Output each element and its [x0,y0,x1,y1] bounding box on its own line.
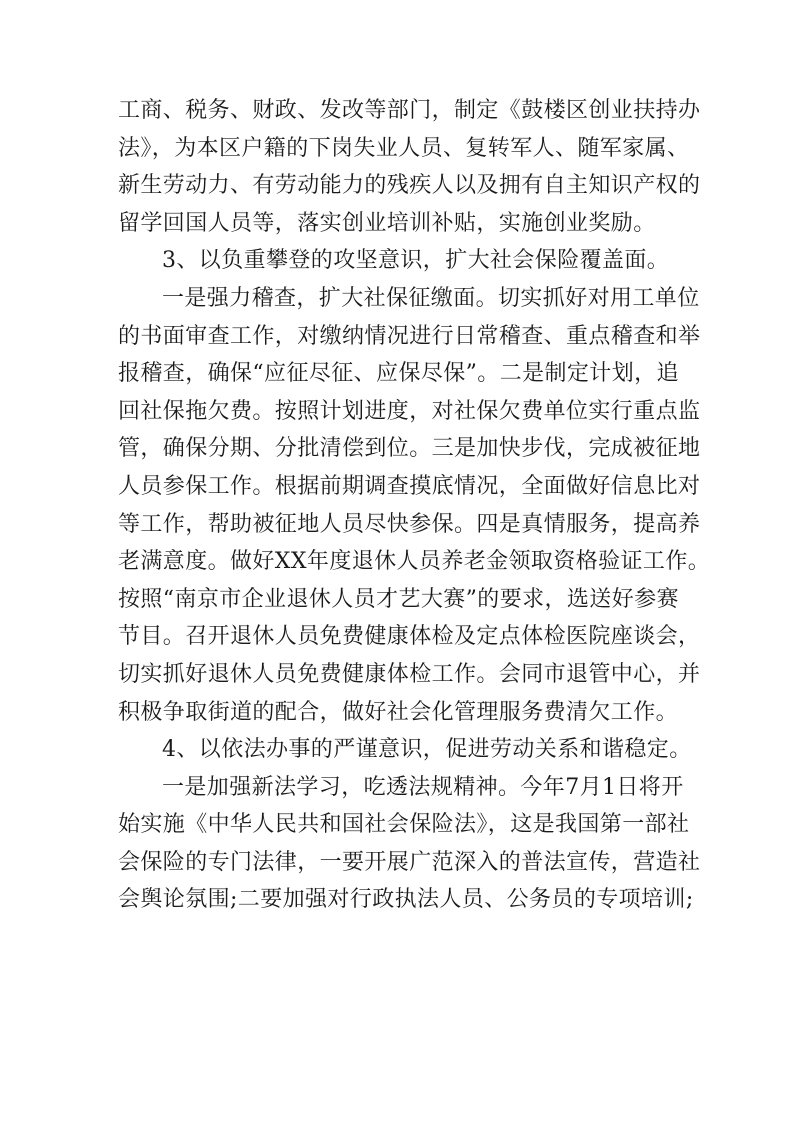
document-body [118,92,711,919]
text-line-13: 老满意度。做好XX年度退休人员养老金领取资格验证工作。 [118,549,711,575]
text-line-15: 节目。召开退休人员免费健康体检及定点体检医院座谈会， [118,624,701,650]
text-line-14: 按照“南京市企业退休人员才艺大赛”的要求，选送好参赛 [118,586,679,612]
text-line-4: 留学回国人员等，落实创业培训补贴，实施创业奖励。 [118,210,656,236]
text-line-16: 切实抓好退休人员免费健康体检工作。会同市退管中心，并 [118,661,701,687]
text-line-3: 新生劳动力、有劳动能力的残疾人以及拥有自主知识产权的 [118,173,701,199]
text-line-10: 管，确保分期、分批清偿到位。三是加快步伐，完成被征地 [118,436,701,462]
paragraph-start-line: 一是加强新法学习，吃透法规精神。今年7月1日将开 [162,774,684,800]
section-heading-3: 3、以负重攀登的攻坚意识，扩大社会保险覆盖面。 [162,248,670,274]
text-line-11: 人员参保工作。根据前期调查摸底情况，全面做好信息比对 [118,473,701,499]
section-heading-4: 4、以依法办事的严谨意识，促进劳动关系和谐稳定。 [162,737,692,763]
text-line-21: 会保险的专门法律，一要开展广范深入的普法宣传，营造社 [118,849,701,875]
text-line-12: 等工作，帮助被征地人员尽快参保。四是真情服务，提高养 [118,511,701,537]
text-line-8: 报稽查，确保“应征尽征、应保尽保”。二是制定计划，追 [118,361,679,387]
paragraph-start-line: 一是强力稽查，扩大社保征缴面。切实抓好对用工单位 [162,285,700,311]
text-line-2: 法》，为本区户籍的下岗失业人员、复转军人、随军家属、 [118,135,690,161]
text-line-17: 积极争取街道的配合，做好社会化管理服务费清欠工作。 [118,699,679,725]
text-line-9: 回社保拖欠费。按照计划进度，对社保欠费单位实行重点监 [118,398,701,424]
text-line-7: 的书面审查工作，对缴纳情况进行日常稽查、重点稽查和举 [118,323,701,349]
text-line-22: 会舆论氛围;二要加强对行政执法人员、公务员的专项培训; [118,887,694,913]
text-line-1: 工商、税务、财政、发改等部门，制定《鼓楼区创业扶持办 [118,98,701,123]
text-line-20: 始实施《中华人民共和国社会保险法》，这是我国第一部社 [118,812,690,838]
